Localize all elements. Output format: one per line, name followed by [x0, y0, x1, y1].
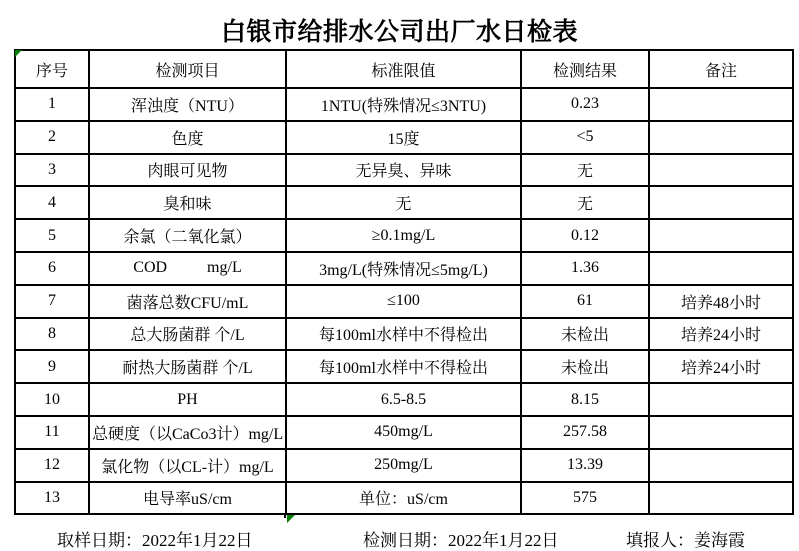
- header-limit: 标准限值: [286, 50, 521, 88]
- cell-limit: 3mg/L(特殊情况≤5mg/L): [286, 252, 521, 285]
- inspection-table: [14, 49, 794, 515]
- header-seq: 序号: [15, 50, 89, 88]
- cell-seq: 1: [15, 88, 89, 121]
- header-note: 备注: [649, 50, 793, 88]
- cell-limit: 单位：uS/cm: [286, 482, 521, 515]
- excel-bottom-triangle-icon: [287, 515, 295, 523]
- footer-line: [0, 526, 799, 548]
- cell-item: 色度: [89, 121, 286, 154]
- cell-item: 菌落总数CFU/mL: [89, 285, 286, 318]
- cell-result: 无: [521, 186, 649, 219]
- cell-seq: 12: [15, 449, 89, 482]
- cell-seq: 10: [15, 383, 89, 416]
- table-row: [15, 121, 793, 154]
- reporter-name: 填报人：姜海霞: [626, 531, 745, 550]
- cell-seq: 7: [15, 285, 89, 318]
- cell-note: [649, 219, 793, 252]
- cell-item: 浑浊度（NTU）: [89, 88, 286, 121]
- header-result: 检测结果: [521, 50, 649, 88]
- cell-item: 余氯（二氧化氯）: [89, 219, 286, 252]
- table-row: [15, 252, 793, 285]
- table-row: [15, 318, 793, 351]
- cell-result: 未检出: [521, 350, 649, 383]
- table-row: [15, 219, 793, 252]
- cell-limit: 1NTU(特殊情况≤3NTU): [286, 88, 521, 121]
- cell-seq: 5: [15, 219, 89, 252]
- cell-result: 无: [521, 154, 649, 187]
- cell-limit: 15度: [286, 121, 521, 154]
- cell-item: 耐热大肠菌群 个/L: [89, 350, 286, 383]
- cell-limit: 250mg/L: [286, 449, 521, 482]
- cell-limit: 450mg/L: [286, 416, 521, 449]
- grid-tick-mark: [284, 513, 286, 518]
- test-date: 检测日期：2022年1月22日: [363, 531, 559, 550]
- table-row: [15, 416, 793, 449]
- page-title: 白银市给排水公司出厂水日检表: [220, 19, 578, 46]
- cell-seq: 13: [15, 482, 89, 515]
- table-row: [15, 154, 793, 187]
- cell-limit: 无异臭、异味: [286, 154, 521, 187]
- cell-item: 臭和味: [89, 186, 286, 219]
- cell-item: 氯化物（以CL-计）mg/L: [89, 449, 286, 482]
- cell-result: 61: [521, 285, 649, 318]
- cell-seq: 8: [15, 318, 89, 351]
- cell-note: [649, 121, 793, 154]
- table-row: [15, 449, 793, 482]
- cell-note: [649, 449, 793, 482]
- cell-seq: 4: [15, 186, 89, 219]
- cell-limit: ≥0.1mg/L: [286, 219, 521, 252]
- cell-result: 257.58: [521, 416, 649, 449]
- cell-note: [649, 482, 793, 515]
- cell-item: 电导率uS/cm: [89, 482, 286, 515]
- cell-note: [649, 154, 793, 187]
- cell-seq: 2: [15, 121, 89, 154]
- cell-note: 培养48小时: [649, 285, 793, 318]
- cell-item: 总大肠菌群 个/L: [89, 318, 286, 351]
- cell-result: <5: [521, 121, 649, 154]
- cell-note: 培养24小时: [649, 350, 793, 383]
- cell-limit: 无: [286, 186, 521, 219]
- cell-item: PH: [89, 383, 286, 416]
- header-item: 检测项目: [89, 50, 286, 88]
- cell-item: 总硬度（以CaCo3计）mg/L: [89, 416, 286, 449]
- cell-result: 575: [521, 482, 649, 515]
- table-row: [15, 88, 793, 121]
- table-row: [15, 186, 793, 219]
- cell-limit: 每100ml水样中不得检出: [286, 318, 521, 351]
- cell-result: 未检出: [521, 318, 649, 351]
- cell-seq: 9: [15, 350, 89, 383]
- table-row: [15, 350, 793, 383]
- cell-limit: 每100ml水样中不得检出: [286, 350, 521, 383]
- cell-note: [649, 416, 793, 449]
- cell-result: 0.23: [521, 88, 649, 121]
- cell-seq: 6: [15, 252, 89, 285]
- cell-result: 13.39: [521, 449, 649, 482]
- cell-item: 肉眼可见物: [89, 154, 286, 187]
- cell-result: 1.36: [521, 252, 649, 285]
- table-row: [15, 383, 793, 416]
- cell-note: [649, 383, 793, 416]
- cell-limit: 6.5-8.5: [286, 383, 521, 416]
- table-row: [15, 285, 793, 318]
- cell-note: 培养24小时: [649, 318, 793, 351]
- header-row: [15, 50, 793, 88]
- excel-corner-triangle-icon: [15, 50, 22, 57]
- cell-result: 0.12: [521, 219, 649, 252]
- cell-note: [649, 252, 793, 285]
- cell-item: COD mg/L: [89, 252, 286, 285]
- cell-note: [649, 186, 793, 219]
- sampling-date: 取样日期：2022年1月22日: [57, 531, 253, 550]
- cell-limit: ≤100: [286, 285, 521, 318]
- cell-result: 8.15: [521, 383, 649, 416]
- cell-note: [649, 88, 793, 121]
- cell-seq: 3: [15, 154, 89, 187]
- cell-seq: 11: [15, 416, 89, 449]
- table-row: [15, 482, 793, 515]
